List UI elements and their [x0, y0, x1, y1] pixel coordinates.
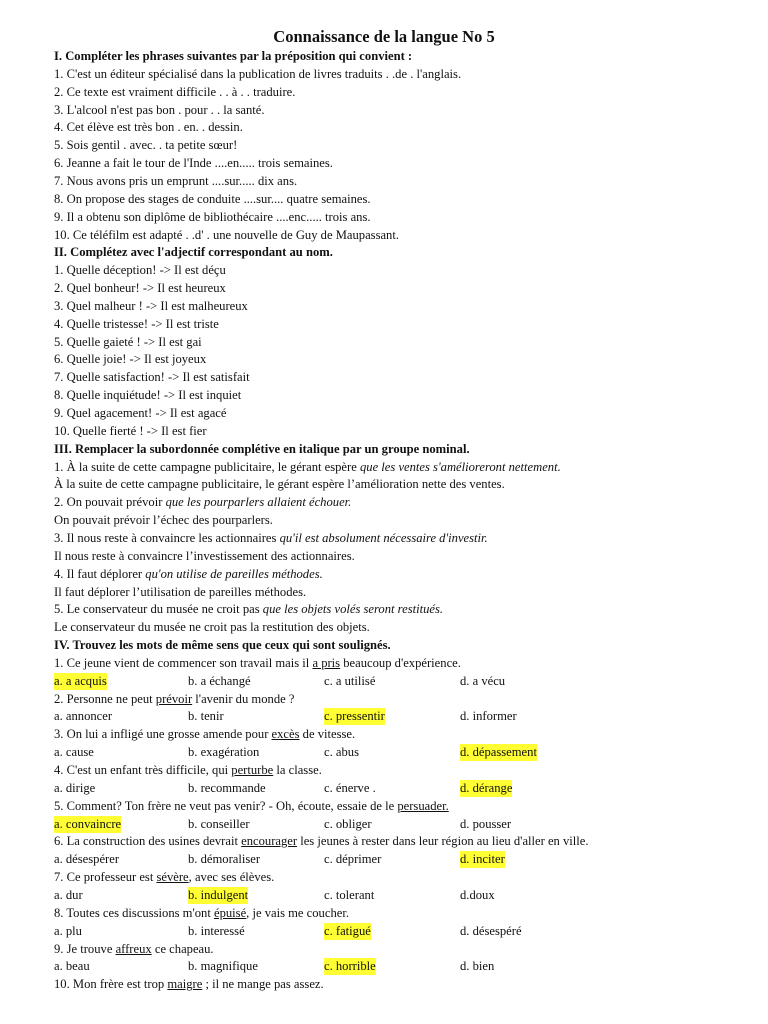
question-text: 1. Ce jeune vient de commencer son travail mais il [54, 655, 313, 670]
exercise-question [54, 905, 349, 922]
exercise-answer: À la suite de cette campagne publicitaire, le gérant espère l’amélioration nette des ventes. [54, 477, 505, 492]
exercise-question [54, 459, 561, 476]
exercise-line: 3. L'alcool n'est pas bon . pour . . la santé. [54, 102, 265, 117]
question-text: 9. Je trouve [54, 941, 116, 956]
exercise-line: 10. Quelle fierté ! -> Il est fier [54, 423, 207, 438]
section-2-heading: II. Complétez avec l'adjectif correspondant au nom. [54, 245, 333, 260]
question-text: 3. Il nous reste à convaincre les actionnaires [54, 530, 280, 545]
exercise-line: 4. Cet élève est très bon . en. . dessin. [54, 120, 243, 135]
exercise-line: 3. Quel malheur ! -> Il est malheureux [54, 298, 248, 313]
underlined-word: encourager [241, 834, 298, 849]
exercise-line: 5. Quelle gaieté ! -> Il est gai [54, 334, 202, 349]
section-3-heading: III. Remplacer la subordonnée complétive en italique par un groupe nominal. [54, 441, 470, 456]
answer-option: c. abus [324, 745, 359, 760]
answer-option-highlighted: b. indulgent [188, 887, 249, 902]
answer-option: d. pousser [460, 816, 512, 831]
section-4-heading: IV. Trouvez les mots de même sens que ceux qui sont soulignés. [54, 638, 391, 653]
answer-option: c. tolerant [324, 887, 375, 902]
answer-option: a. plu [54, 923, 82, 938]
answer-option: d. désespéré [460, 923, 522, 938]
exercise-line: 9. Quel agacement! -> Il est agacé [54, 406, 227, 420]
exercise-question [54, 494, 351, 511]
answer-option: d.doux [460, 887, 495, 902]
exercise-question [54, 976, 324, 993]
exercise-question [54, 833, 589, 850]
answer-option-highlighted: a. convaincre [54, 816, 122, 831]
answer-option: b. tenir [188, 709, 224, 724]
exercise-answer: Il faut déplorer l’utilisation de pareilles méthodes. [54, 584, 307, 599]
underlined-word: prévoir [155, 691, 193, 706]
question-text: ce chapeau. [151, 941, 214, 956]
question-text: , avec ses élèves. [188, 870, 275, 885]
exercise-answer: On pouvait prévoir l’échec des pourparlers. [54, 513, 273, 528]
answer-option: c. obliger [324, 816, 372, 831]
answer-option-highlighted: c. pressentir [324, 709, 385, 724]
italic-clause: que les pourparlers allaient échouer. [165, 495, 352, 510]
answer-option-highlighted: a. a acquis [54, 673, 107, 688]
question-text: ; il ne mange pas assez. [202, 977, 324, 992]
answer-option: b. recommande [188, 780, 266, 795]
italic-clause: que les objets volés seront restitués. [262, 602, 444, 617]
exercise-line: 7. Quelle satisfaction! -> Il est satisfait [54, 370, 250, 385]
question-text: 10. Mon frère est trop [54, 977, 168, 992]
exercise-question [54, 941, 214, 958]
answer-option: a. dirige [54, 780, 96, 795]
question-text: beaucoup d'expérience. [340, 655, 461, 670]
exercise-question [54, 762, 322, 779]
question-text: 4. Il faut déplorer [54, 566, 146, 581]
answer-option: a. dur [54, 887, 83, 902]
page-title: Connaissance de la langue No 5 [273, 27, 495, 46]
underlined-word: a pris [312, 655, 341, 670]
underlined-word: sévère [156, 870, 189, 885]
answer-option: a. désespérer [54, 852, 120, 867]
exercise-question [54, 655, 461, 672]
answer-option: a. beau [54, 959, 90, 974]
exercise-question [54, 601, 443, 618]
exercise-answer: Il nous reste à convaincre l’investissement des actionnaires. [54, 548, 355, 563]
exercise-question [54, 691, 294, 708]
question-text: , je vais me coucher. [246, 905, 349, 920]
exercise-line: 2. Ce texte est vraiment difficile . . à . . traduire. [54, 84, 296, 99]
answer-option: b. exagération [188, 745, 260, 760]
exercise-line: 5. Sois gentil . avec. . ta petite sœur! [54, 138, 238, 153]
italic-clause: que les ventes s'amélioreront nettement. [359, 459, 561, 474]
question-text: l'avenir du monde ? [192, 691, 295, 706]
italic-clause: qu'il est absolument nécessaire d'investir. [279, 530, 488, 545]
section-1-heading: I. Compléter les phrases suivantes par la préposition qui convient : [54, 49, 413, 63]
answer-option-highlighted: c. fatigué [324, 923, 371, 938]
exercise-line: 8. On propose des stages de conduite ....sur.... quatre semaines. [54, 191, 371, 206]
answer-option: a. annoncer [54, 709, 113, 724]
exercise-line: 1. C'est un éditeur spécialisé dans la publication de livres traduits . .de . l'anglais. [54, 66, 462, 81]
underlined-word: perturbe [231, 763, 274, 777]
exercise-line: 7. Nous avons pris un emprunt ....sur..... dix ans. [54, 173, 298, 188]
question-text: 5. Le conservateur du musée ne croit pas [54, 602, 263, 617]
question-text: 4. C'est un enfant très difficile, qui [54, 763, 232, 777]
answer-option: b. interessé [188, 923, 245, 938]
exercise-line: 9. Il a obtenu son diplôme de bibliothécaire ....enc..... trois ans. [54, 209, 371, 224]
exercise-question [54, 869, 274, 886]
underlined-word: persuader. [397, 798, 449, 813]
question-text: la classe. [273, 763, 322, 777]
exercise-line: 10. Ce téléfilm est adapté . .d' . une nouvelle de Guy de Maupassant. [54, 227, 400, 242]
answer-option: b. démoraliser [188, 852, 261, 867]
exercise-line: 6. Quelle joie! -> Il est joyeux [54, 352, 207, 367]
underlined-word: maigre [167, 977, 203, 992]
answer-option: d. a vécu [460, 673, 506, 688]
exercise-line: 1. Quelle déception! -> Il est déçu [54, 263, 226, 278]
question-text: 2. Personne ne peut [54, 691, 156, 706]
exercise-question [54, 530, 488, 547]
answer-option-highlighted: d. dépassement [460, 745, 537, 760]
question-text: 1. À la suite de cette campagne publicitaire, le gérant espère [54, 459, 360, 474]
answer-option: a. cause [54, 745, 94, 760]
exercise-answer: Le conservateur du musée ne croit pas la restitution des objets. [54, 620, 370, 635]
exercise-question [54, 566, 323, 583]
answer-option: c. déprimer [324, 852, 382, 867]
exercise-line: 8. Quelle inquiétude! -> Il est inquiet [54, 388, 242, 403]
answer-option: d. bien [460, 959, 495, 974]
exercise-line: 4. Quelle tristesse! -> Il est triste [54, 316, 219, 331]
underlined-word: épuisé [213, 905, 247, 920]
answer-option-highlighted: c. horrible [324, 959, 376, 974]
question-text: 8. Toutes ces discussions m'ont [54, 905, 214, 920]
answer-option: d. informer [460, 709, 517, 724]
question-text: 7. Ce professeur est [54, 870, 157, 885]
exercise-question [54, 726, 355, 743]
exercise-line: 6. Jeanne a fait le tour de l'Inde ....en..... trois semaines. [54, 156, 333, 171]
answer-option: c. a utilisé [324, 673, 376, 688]
exercise-question [54, 798, 449, 815]
answer-option: b. a échangé [188, 673, 251, 688]
answer-option: c. énerve . [324, 780, 376, 795]
question-text: les jeunes à rester dans leur région au lieu d'aller en ville. [297, 834, 589, 849]
question-text: de vitesse. [299, 727, 356, 742]
answer-option: b. conseiller [188, 816, 250, 831]
underlined-word: affreux [115, 941, 152, 956]
question-text: 3. On lui a infligé une grosse amende pour [54, 727, 272, 742]
answer-option-highlighted: d. dérange [460, 780, 513, 795]
exercise-line: 2. Quel bonheur! -> Il est heureux [54, 281, 226, 296]
question-text: 6. La construction des usines devrait [54, 834, 242, 849]
question-text: 5. Comment? Ton frère ne veut pas venir? - Oh, écoute, essaie de le [54, 798, 398, 813]
answer-option: b. magnifique [188, 959, 258, 974]
answer-option-highlighted: d. inciter [460, 852, 505, 867]
underlined-word: excès [271, 727, 300, 742]
italic-clause: qu'on utilise de pareilles méthodes. [145, 566, 323, 581]
question-text: 2. On pouvait prévoir [54, 495, 166, 510]
